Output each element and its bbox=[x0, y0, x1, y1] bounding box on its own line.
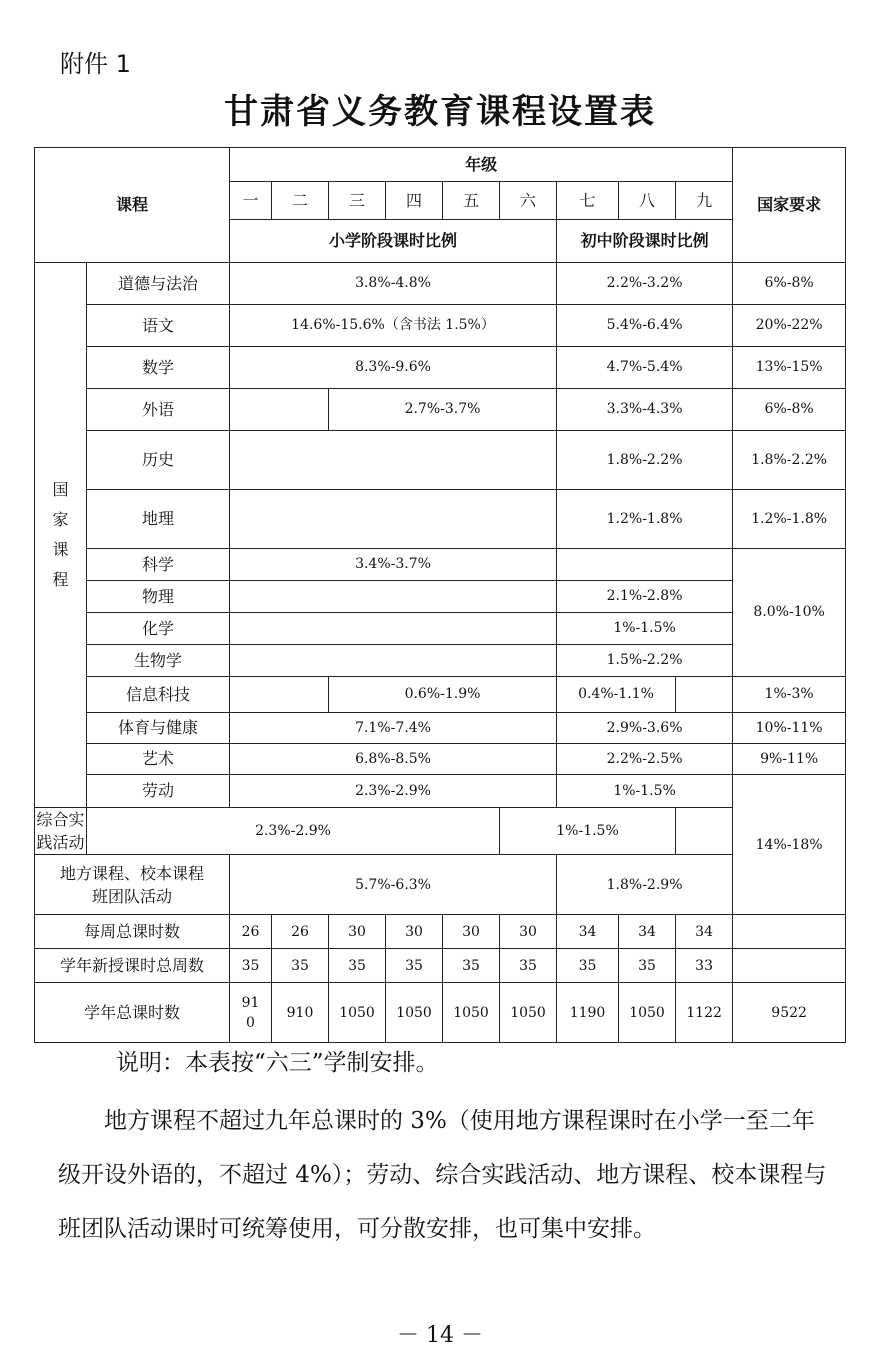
junior-ratio-header: 初中阶段课时比例 bbox=[557, 220, 733, 263]
junior-ratio: 4.7%-5.4% bbox=[557, 347, 733, 389]
total-value: 26 bbox=[272, 915, 329, 949]
empty-cell bbox=[676, 677, 733, 713]
course-name-local bbox=[35, 855, 230, 915]
grade-8: 八 bbox=[619, 182, 676, 220]
national-req: 6%-8% bbox=[733, 389, 846, 431]
curriculum-table bbox=[34, 147, 846, 1043]
total-value: 35 bbox=[230, 949, 272, 983]
national-req: 10%-11% bbox=[733, 713, 846, 744]
total-value bbox=[619, 983, 676, 1043]
course-name: 道德与法治 bbox=[87, 263, 230, 305]
total-value: 1122 bbox=[676, 983, 733, 1043]
junior-ratio: 2.2%-2.5% bbox=[557, 744, 733, 775]
grade-6: 六 bbox=[500, 182, 557, 220]
empty-cell bbox=[230, 490, 557, 549]
table-row bbox=[35, 915, 846, 949]
course-name: 外语 bbox=[87, 389, 230, 431]
empty-cell bbox=[230, 677, 329, 713]
primary-ratio: 3.8%-4.8% bbox=[230, 263, 557, 305]
national-req: 20%-22% bbox=[733, 305, 846, 347]
course-name: 生物学 bbox=[87, 645, 230, 677]
primary-ratio: 7.1%-7.4% bbox=[230, 713, 557, 744]
total-value: 26 bbox=[230, 915, 272, 949]
table-row bbox=[35, 613, 846, 645]
total-value: 30 bbox=[329, 915, 386, 949]
table-row bbox=[35, 744, 846, 775]
table-row bbox=[35, 263, 846, 305]
total-req: 9522 bbox=[733, 983, 846, 1043]
total-value: 1050 bbox=[500, 983, 557, 1043]
total-value: 30 bbox=[500, 915, 557, 949]
total-value-text: 1050 bbox=[396, 1004, 432, 1021]
total-value: 35 bbox=[329, 949, 386, 983]
grade-5: 五 bbox=[443, 182, 500, 220]
table-row bbox=[35, 775, 846, 808]
course-name: 劳动 bbox=[87, 775, 230, 808]
table-row bbox=[35, 490, 846, 549]
total-req bbox=[733, 915, 846, 949]
table-row bbox=[35, 347, 846, 389]
table-row bbox=[35, 431, 846, 490]
total-value: 35 bbox=[500, 949, 557, 983]
national-req-text: 1.8%-2.2% bbox=[751, 451, 828, 468]
total-value-text: 910 bbox=[241, 994, 260, 1031]
primary-ratio: 6.8%-8.5% bbox=[230, 744, 557, 775]
primary-ratio-header: 小学阶段课时比例 bbox=[230, 220, 557, 263]
national-req-science: 8.0%-10% bbox=[733, 549, 846, 677]
header-course: 课程 bbox=[35, 148, 230, 263]
total-value: 34 bbox=[619, 915, 676, 949]
empty-cell bbox=[230, 645, 557, 677]
course-name: 综合实践活动 bbox=[35, 808, 87, 855]
table-row bbox=[35, 645, 846, 677]
attachment-label: 附件 1 bbox=[60, 50, 131, 78]
course-name: 体育与健康 bbox=[87, 713, 230, 744]
total-value bbox=[329, 983, 386, 1043]
table-row bbox=[35, 677, 846, 713]
total-value-text: 1050 bbox=[339, 1004, 375, 1021]
primary-ratio: 14.6%-15.6%（含书法 1.5%） bbox=[230, 305, 557, 347]
junior-ratio: 1.2%-1.8% bbox=[557, 490, 733, 549]
primary-ratio: 3.4%-3.7% bbox=[230, 549, 557, 581]
grade-7: 七 bbox=[557, 182, 619, 220]
total-value: 35 bbox=[443, 949, 500, 983]
national-req-text: 1.2%-1.8% bbox=[751, 510, 828, 527]
total-value-text: 1050 bbox=[629, 1004, 665, 1021]
total-value bbox=[230, 983, 272, 1043]
primary-ratio: 2.3%-2.9% bbox=[87, 808, 500, 855]
total-value: 35 bbox=[386, 949, 443, 983]
empty-cell bbox=[230, 389, 329, 431]
course-name: 物理 bbox=[87, 581, 230, 613]
national-req: 13%-15% bbox=[733, 347, 846, 389]
total-value: 30 bbox=[386, 915, 443, 949]
document-title: 甘肃省义务教育课程设置表 bbox=[224, 92, 656, 132]
national-course-label: 国家课程 bbox=[52, 480, 69, 589]
course-name-line: 班团队活动 bbox=[92, 886, 173, 906]
empty-cell bbox=[230, 581, 557, 613]
table-row bbox=[35, 855, 846, 915]
course-name: 语文 bbox=[87, 305, 230, 347]
note-scheme: 说明：本表按“六三”学制安排。 bbox=[116, 1050, 439, 1076]
national-req-combined: 14%-18% bbox=[733, 775, 846, 915]
national-req: 9%-11% bbox=[733, 744, 846, 775]
table-row bbox=[35, 808, 846, 855]
primary-ratio: 2.3%-2.9% bbox=[230, 775, 557, 808]
course-name: 信息科技 bbox=[87, 677, 230, 713]
header-grade: 年级 bbox=[230, 148, 733, 182]
primary-ratio: 0.6%-1.9% bbox=[329, 677, 557, 713]
table-row bbox=[35, 389, 846, 431]
table-row bbox=[35, 983, 846, 1043]
total-req bbox=[733, 949, 846, 983]
total-value: 910 bbox=[272, 983, 329, 1043]
total-label: 学年新授课时总周数 bbox=[35, 949, 230, 983]
grade-4: 四 bbox=[386, 182, 443, 220]
total-value: 35 bbox=[557, 949, 619, 983]
table-row bbox=[35, 949, 846, 983]
junior-ratio: 1%-1.5% bbox=[500, 808, 676, 855]
junior-ratio: 2.2%-3.2% bbox=[557, 263, 733, 305]
empty-cell bbox=[230, 613, 557, 645]
table-row bbox=[35, 581, 846, 613]
course-name: 数学 bbox=[87, 347, 230, 389]
junior-ratio: 3.3%-4.3% bbox=[557, 389, 733, 431]
national-course-group bbox=[35, 263, 87, 808]
national-req: 1%-3% bbox=[733, 677, 846, 713]
total-label: 每周总课时数 bbox=[35, 915, 230, 949]
junior-ratio: 1.8%-2.9% bbox=[557, 855, 733, 915]
national-req: 6%-8% bbox=[733, 263, 846, 305]
grade-9: 九 bbox=[676, 182, 733, 220]
course-name: 地理 bbox=[87, 490, 230, 549]
primary-ratio: 5.7%-6.3% bbox=[230, 855, 557, 915]
national-req bbox=[733, 431, 846, 490]
total-value: 34 bbox=[676, 915, 733, 949]
junior-ratio: 1%-1.5% bbox=[557, 775, 733, 808]
total-value: 35 bbox=[272, 949, 329, 983]
course-name-line: 地方课程、校本课程 bbox=[60, 863, 205, 883]
header-national-req: 国家要求 bbox=[733, 148, 846, 263]
junior-ratio: 5.4%-6.4% bbox=[557, 305, 733, 347]
junior-ratio: 1.5%-2.2% bbox=[557, 645, 733, 677]
table-row bbox=[35, 713, 846, 744]
grade-1: 一 bbox=[230, 182, 272, 220]
junior-ratio: 2.9%-3.6% bbox=[557, 713, 733, 744]
total-value: 34 bbox=[557, 915, 619, 949]
course-name: 历史 bbox=[87, 431, 230, 490]
course-name: 科学 bbox=[87, 549, 230, 581]
total-value: 1190 bbox=[557, 983, 619, 1043]
empty-cell bbox=[230, 431, 557, 490]
junior-ratio: 0.4%-1.1% bbox=[557, 677, 676, 713]
table-row bbox=[35, 549, 846, 581]
total-value: 33 bbox=[676, 949, 733, 983]
page-number: － 14 － bbox=[397, 1323, 483, 1348]
note-paragraph: 地方课程不超过九年总课时的 3%（使用地方课程课时在小学一至二年级开设外语的，不超过 4%）；劳动、综合实践活动、地方课程、校本课程与班团队活动课时可统筹使用，可分散安排，也可集中安排。 bbox=[58, 1108, 827, 1242]
table-row bbox=[35, 148, 846, 182]
total-value: 30 bbox=[443, 915, 500, 949]
total-label: 学年总课时数 bbox=[35, 983, 230, 1043]
total-value-text: 1050 bbox=[453, 1004, 489, 1021]
course-name: 化学 bbox=[87, 613, 230, 645]
total-value bbox=[443, 983, 500, 1043]
junior-ratio: 1%-1.5% bbox=[557, 613, 733, 645]
course-name: 艺术 bbox=[87, 744, 230, 775]
grade-3: 三 bbox=[329, 182, 386, 220]
junior-ratio: 1.8%-2.2% bbox=[557, 431, 733, 490]
table-row bbox=[35, 305, 846, 347]
total-value bbox=[386, 983, 443, 1043]
national-req bbox=[733, 490, 846, 549]
empty-cell bbox=[557, 549, 733, 581]
primary-ratio: 8.3%-9.6% bbox=[230, 347, 557, 389]
junior-ratio: 2.1%-2.8% bbox=[557, 581, 733, 613]
grade-2: 二 bbox=[272, 182, 329, 220]
primary-ratio: 2.7%-3.7% bbox=[329, 389, 557, 431]
total-value: 35 bbox=[619, 949, 676, 983]
